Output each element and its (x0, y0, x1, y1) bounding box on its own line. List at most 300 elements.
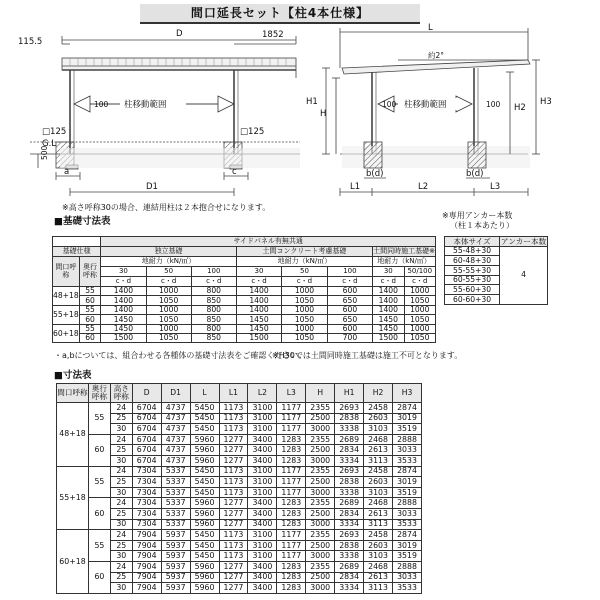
anchor-note-line2: （柱１本あたり） (450, 221, 514, 230)
dim-depth-cell: 55 (88, 466, 110, 498)
dim-value-cell: 3000 (306, 583, 335, 594)
col-depth: 奥行呼称 (79, 257, 101, 287)
foundation-width-cell: 55+18 (53, 305, 80, 324)
dim-value-cell: 6704 (132, 445, 161, 456)
dim-value-cell: 2874 (393, 403, 422, 414)
dim-value-cell: 3100 (248, 403, 277, 414)
dim-value-cell: 1173 (219, 424, 248, 435)
dim-header-cell: H1 (335, 384, 364, 403)
foundation-depth-cell: 60 (79, 315, 101, 324)
dim-value-cell: 3533 (393, 455, 422, 466)
foundation-depth-cell: 55 (79, 305, 101, 314)
dim-value-cell: 2838 (335, 413, 364, 424)
cd-6: c・d (373, 277, 404, 287)
dim-value-cell: 3000 (306, 487, 335, 498)
dim-value-cell: 1177 (277, 466, 306, 477)
dim-value-cell: 24 (110, 561, 132, 572)
dim-value-cell: 3400 (248, 583, 277, 594)
foundation-value-cell: 1050 (404, 333, 435, 342)
type-simultaneous: 土間同時施工基礎※ (373, 247, 435, 255)
dim-value-cell: 3400 (248, 519, 277, 530)
dim-value-cell: 2838 (335, 540, 364, 551)
dim-value-cell: 30 (110, 455, 132, 466)
dim-l-label: L (428, 23, 433, 33)
range-label-front: 柱移動範囲 (124, 100, 167, 110)
dim-value-cell: 2355 (306, 530, 335, 541)
type-concrete: 土間コンクリート考慮基礎 (236, 247, 372, 257)
dim-value-cell: 30 (110, 551, 132, 562)
dim-value-cell: 2458 (364, 530, 393, 541)
dim-value-cell: 2834 (335, 508, 364, 519)
bearing-1: 地耐力（kN/㎡） (101, 257, 236, 267)
post-left-label: □125 (42, 127, 67, 137)
dim-value-cell: 2500 (306, 540, 335, 551)
bv-3: 30 (236, 267, 281, 277)
dim-value-cell: 5337 (161, 508, 190, 519)
dim-value-cell: 2613 (364, 445, 393, 456)
anchor-note-line1: ※専用アンカー本数 (442, 211, 513, 220)
dim-value-cell: 1173 (219, 413, 248, 424)
foundation-value-cell: 600 (327, 305, 372, 314)
dim-value-cell: 5337 (161, 477, 190, 488)
dim-value-cell: 3103 (364, 487, 393, 498)
dim-value-cell: 2355 (306, 434, 335, 445)
dim-115-label: 115.5 (18, 37, 43, 47)
dim-value-cell: 3334 (335, 519, 364, 530)
dim-depth-cell: 60 (88, 434, 110, 466)
foundation-value-cell: 1500 (101, 333, 146, 342)
dim-value-cell: 3338 (335, 487, 364, 498)
cd-2: c・d (191, 277, 236, 287)
dim-value-cell: 2500 (306, 477, 335, 488)
foundation-value-cell: 1000 (404, 305, 435, 314)
dim-value-cell: 2888 (393, 561, 422, 572)
dim-value-cell: 1283 (277, 498, 306, 509)
dim-value-cell: 1277 (219, 583, 248, 594)
dim-value-cell: 24 (110, 403, 132, 414)
dim-value-cell: 6704 (132, 434, 161, 445)
foundation-value-cell: 1400 (373, 287, 404, 296)
dim-value-cell: 3000 (306, 519, 335, 530)
dim-value-cell: 7304 (132, 477, 161, 488)
foundation-value-cell: 1400 (236, 296, 281, 305)
dim-value-cell: 2689 (335, 498, 364, 509)
dim-value-cell: 4737 (161, 445, 190, 456)
dim-value-cell: 6704 (132, 455, 161, 466)
dim-value-cell: 4737 (161, 413, 190, 424)
foundation-value-cell: 600 (327, 287, 372, 296)
dim-value-cell: 3338 (335, 424, 364, 435)
cd-7: c・d (404, 277, 435, 287)
dim-value-cell: 2458 (364, 466, 393, 477)
dimension-row (57, 498, 422, 509)
dim-value-cell: 1173 (219, 551, 248, 562)
foundation-value-cell: 1450 (236, 315, 281, 324)
anchor-size-cell: 60-48+30 (445, 256, 500, 266)
dim-value-cell: 7304 (132, 508, 161, 519)
foundation-value-cell: 1400 (236, 305, 281, 314)
dim-value-cell: 2500 (306, 445, 335, 456)
bv-4: 50 (282, 267, 327, 277)
dim-depth-cell: 55 (88, 530, 110, 562)
dim-value-cell: 5450 (190, 403, 219, 414)
dim-header-cell: H3 (393, 384, 422, 403)
dim-value-cell: 1277 (219, 445, 248, 456)
foundation-value-cell: 1400 (236, 287, 281, 296)
dim-width-cell: 48+18 (57, 403, 89, 467)
dim-value-cell: 2468 (364, 561, 393, 572)
dim-value-cell: 2689 (335, 561, 364, 572)
depth-500-label: 500 (40, 145, 49, 160)
dimension-row (57, 445, 422, 456)
dimension-row (57, 583, 422, 594)
arrow-100-label: 100 (94, 100, 109, 109)
foundation-value-cell: 1050 (282, 296, 327, 305)
dim-value-cell: 5337 (161, 466, 190, 477)
foundation-value-cell: 1500 (236, 333, 281, 342)
dim-value-cell: 3533 (393, 519, 422, 530)
dim-value-cell: 1177 (277, 424, 306, 435)
carport-diagram (0, 22, 600, 200)
dim-value-cell: 24 (110, 466, 132, 477)
anchor-col-size: 本体サイズ (445, 237, 500, 247)
foundation-value-cell: 1000 (404, 324, 435, 333)
cd-4: c・d (282, 277, 327, 287)
dim-value-cell: 1277 (219, 572, 248, 583)
dim-value-cell: 4737 (161, 455, 190, 466)
dim-value-cell: 3000 (306, 424, 335, 435)
dim-value-cell: 1173 (219, 466, 248, 477)
dim-value-cell: 30 (110, 519, 132, 530)
dim-value-cell: 24 (110, 434, 132, 445)
dim-header-cell: H2 (364, 384, 393, 403)
anchor-size-cell: 55-60+30 (445, 285, 500, 295)
dimension-section-title: ■寸法表 (54, 370, 92, 381)
dim-value-cell: 24 (110, 530, 132, 541)
bv-6: 30 (373, 267, 404, 277)
dim-width-cell: 60+18 (57, 530, 89, 594)
foundation-value-cell: 800 (191, 287, 236, 296)
dim-value-cell: 5960 (190, 561, 219, 572)
dimension-row (57, 508, 422, 519)
dim-value-cell: 3519 (393, 424, 422, 435)
dim-value-cell: 1177 (277, 530, 306, 541)
dim-value-cell: 2603 (364, 540, 393, 551)
dim-value-cell: 3103 (364, 424, 393, 435)
foundation-value-cell: 1450 (101, 315, 146, 324)
dim-value-cell: 1283 (277, 508, 306, 519)
foundation-row (53, 305, 436, 314)
foundation-top-header: サイドパネル有無共通 (101, 237, 436, 247)
dim-value-cell: 25 (110, 477, 132, 488)
dim-value-cell: 3103 (364, 551, 393, 562)
dim-value-cell: 30 (110, 583, 132, 594)
dim-value-cell: 30 (110, 424, 132, 435)
foundation-depth-cell: 55 (79, 324, 101, 333)
foundation-depth-cell: 60 (79, 333, 101, 342)
foundation-value-cell: 1000 (282, 287, 327, 296)
dimension-row (57, 403, 422, 414)
dim-value-cell: 3338 (335, 551, 364, 562)
dim-value-cell: 1177 (277, 487, 306, 498)
dim-value-cell: 3533 (393, 583, 422, 594)
anchor-col-count: アンカー本数 (500, 236, 547, 246)
dim-value-cell: 4737 (161, 403, 190, 414)
foundation-value-cell: 1050 (146, 315, 191, 324)
dim-header-cell: L (190, 384, 219, 403)
dim-value-cell: 5450 (190, 466, 219, 477)
dim-header-cell: L3 (277, 384, 306, 403)
dim-h1-label: H1 (306, 97, 318, 107)
dim-value-cell: 2693 (335, 530, 364, 541)
dim-value-cell: 5450 (190, 413, 219, 424)
dim-l2-label: L2 (418, 182, 429, 192)
dim-value-cell: 1283 (277, 583, 306, 594)
dim-value-cell: 3019 (393, 477, 422, 488)
cd-3: c・d (236, 277, 281, 287)
dim-value-cell: 2603 (364, 477, 393, 488)
col-spec: 基礎仕様 (53, 247, 101, 257)
type-independent: 独立基礎 (101, 247, 236, 257)
dim-value-cell: 5937 (161, 530, 190, 541)
dim-value-cell: 2874 (393, 530, 422, 541)
foundation-value-cell: 650 (327, 296, 372, 305)
dim-value-cell: 3113 (364, 583, 393, 594)
foundation-row (53, 287, 436, 296)
dim-value-cell: 1277 (219, 498, 248, 509)
dim-value-cell: 2888 (393, 498, 422, 509)
dim-value-cell: 2834 (335, 572, 364, 583)
foundation-value-cell: 600 (327, 324, 372, 333)
dim-value-cell: 6704 (132, 424, 161, 435)
dim-value-cell: 5937 (161, 561, 190, 572)
foundation-value-cell: 1400 (101, 287, 146, 296)
dim-value-cell: 1283 (277, 455, 306, 466)
dim-value-cell: 1173 (219, 530, 248, 541)
foundation-value-cell: 1400 (101, 296, 146, 305)
dim-value-cell: 1283 (277, 445, 306, 456)
foundation-value-cell: 1400 (101, 305, 146, 314)
dimension-row (57, 530, 422, 541)
dimension-row (57, 455, 422, 466)
dim-value-cell: 3400 (248, 434, 277, 445)
dim-value-cell: 3033 (393, 508, 422, 519)
foundation-value-cell: 1450 (236, 324, 281, 333)
dim-value-cell: 1277 (219, 508, 248, 519)
dim-value-cell: 30 (110, 487, 132, 498)
dim-d1-label: D1 (146, 182, 158, 192)
foundation-value-cell: 1050 (404, 296, 435, 305)
dimension-row (57, 551, 422, 562)
dim-value-cell: 6704 (132, 413, 161, 424)
dim-h-label: H (320, 109, 327, 119)
dim-depth-cell: 55 (88, 403, 110, 435)
dim-value-cell: 7904 (132, 551, 161, 562)
dim-value-cell: 3100 (248, 487, 277, 498)
dim-value-cell: 5450 (190, 530, 219, 541)
foundation-width-cell: 60+18 (53, 324, 80, 343)
dim-value-cell: 3400 (248, 572, 277, 583)
arrow-100-side-right: 100 (486, 100, 501, 109)
dim-value-cell: 1177 (277, 413, 306, 424)
dim-value-cell: 2468 (364, 498, 393, 509)
dimension-row (57, 477, 422, 488)
bv-2: 100 (191, 267, 236, 277)
dim-value-cell: 6704 (132, 403, 161, 414)
dim-value-cell: 3100 (248, 424, 277, 435)
foundation-value-cell: 1500 (373, 333, 404, 342)
anchor-row (445, 246, 548, 256)
foundation-value-cell: 1000 (282, 305, 327, 314)
dim-value-cell: 3334 (335, 455, 364, 466)
dim-value-cell: 3100 (248, 530, 277, 541)
dim-value-cell: 5960 (190, 572, 219, 583)
foundation-value-cell: 1050 (282, 333, 327, 342)
foundation-row (53, 296, 436, 305)
dimension-row (57, 466, 422, 477)
dim-value-cell: 2613 (364, 572, 393, 583)
dim-value-cell: 2355 (306, 466, 335, 477)
dim-value-cell: 25 (110, 572, 132, 583)
dim-value-cell: 2838 (335, 477, 364, 488)
dim-value-cell: 5450 (190, 477, 219, 488)
dim-value-cell: 4737 (161, 424, 190, 435)
dim-value-cell: 1277 (219, 455, 248, 466)
dim-value-cell: 5960 (190, 455, 219, 466)
dimension-row (57, 487, 422, 498)
dim-header-cell: 奥行呼称 (88, 384, 110, 403)
dimension-row (57, 572, 422, 583)
dim-value-cell: 3000 (306, 455, 335, 466)
dim-value-cell: 24 (110, 498, 132, 509)
dim-value-cell: 3400 (248, 455, 277, 466)
bearing-2: 地耐力（kN/㎡） (236, 257, 372, 267)
dim-value-cell: 5937 (161, 583, 190, 594)
dim-value-cell: 3019 (393, 540, 422, 551)
foundation-rows (53, 287, 436, 343)
dim-value-cell: 3100 (248, 477, 277, 488)
dim-value-cell: 2689 (335, 434, 364, 445)
foundation-table (52, 236, 436, 343)
foundation-value-cell: 1050 (146, 296, 191, 305)
dim-value-cell: 3033 (393, 445, 422, 456)
dim-value-cell: 3400 (248, 445, 277, 456)
dim-l3-label: L3 (490, 182, 501, 192)
dim-value-cell: 2355 (306, 403, 335, 414)
dimension-row (57, 434, 422, 445)
cd-5: c・d (327, 277, 372, 287)
cd-0: c・d (101, 277, 146, 287)
dim-value-cell: 3019 (393, 413, 422, 424)
dim-value-cell: 7304 (132, 498, 161, 509)
dim-value-cell: 7904 (132, 561, 161, 572)
dimension-row (57, 540, 422, 551)
foundation-value-cell: 1050 (282, 315, 327, 324)
cd-1: c・d (146, 277, 191, 287)
bearing-3: 地耐力（kN/㎡） (373, 257, 436, 267)
bv-0: 30 (101, 267, 146, 277)
dim-value-cell: 2500 (306, 572, 335, 583)
dim-depth-cell: 60 (88, 498, 110, 530)
dim-header-cell: L1 (219, 384, 248, 403)
foundation-value-cell: 850 (191, 296, 236, 305)
dim-value-cell: 7904 (132, 530, 161, 541)
dim-value-cell: 1177 (277, 540, 306, 551)
anchor-count-cell: 4 (500, 246, 548, 304)
dim-value-cell: 3000 (306, 551, 335, 562)
dim-header-cell: H (306, 384, 335, 403)
dim-value-cell: 7304 (132, 466, 161, 477)
dim-value-cell: 7304 (132, 487, 161, 498)
foundation-width-cell: 48+18 (53, 287, 80, 306)
foundation-value-cell: 1000 (404, 287, 435, 296)
dim-value-cell: 5937 (161, 551, 190, 562)
foundation-value-cell: 1400 (373, 296, 404, 305)
dim-value-cell: 3113 (364, 519, 393, 530)
page-title: 間口延長セット【柱4本仕様】 (140, 4, 420, 24)
dim-header-cell: D (132, 384, 161, 403)
bv-7: 50/100 (404, 267, 435, 277)
dim-header-cell: D1 (161, 384, 190, 403)
dim-header-cell: 高さ呼称 (110, 384, 132, 403)
foundation-value-cell: 1000 (146, 324, 191, 333)
dim-value-cell: 5450 (190, 540, 219, 551)
gl-label: G.L (42, 139, 57, 149)
dim-value-cell: 3100 (248, 540, 277, 551)
dim-value-cell: 5960 (190, 434, 219, 445)
dim-value-cell: 5450 (190, 487, 219, 498)
dim-value-cell: 2468 (364, 434, 393, 445)
dim-c-label: c (232, 167, 237, 177)
foundation-value-cell: 850 (191, 315, 236, 324)
dimension-row (57, 519, 422, 530)
dim-value-cell: 5337 (161, 519, 190, 530)
dim-value-cell: 25 (110, 540, 132, 551)
foundation-value-cell: 1450 (101, 324, 146, 333)
foundation-value-cell: 1050 (146, 333, 191, 342)
dim-value-cell: 2693 (335, 403, 364, 414)
dim-value-cell: 3033 (393, 572, 422, 583)
dim-value-cell: 1173 (219, 403, 248, 414)
dim-value-cell: 1283 (277, 519, 306, 530)
dim-value-cell: 2355 (306, 561, 335, 572)
dim-value-cell: 3519 (393, 487, 422, 498)
foundation-value-cell: 1400 (373, 305, 404, 314)
dim-a-label: a (64, 167, 70, 177)
dim-value-cell: 2458 (364, 403, 393, 414)
dim-value-cell: 1283 (277, 434, 306, 445)
range-label-side: 柱移動範囲 (404, 100, 447, 110)
foundation-value-cell: 1450 (373, 315, 404, 324)
foundation-depth-cell: 55 (79, 287, 101, 296)
bv-1: 50 (146, 267, 191, 277)
dim-value-cell: 1173 (219, 477, 248, 488)
dim-value-cell: 3400 (248, 498, 277, 509)
dim-value-cell: 7904 (132, 583, 161, 594)
dim-value-cell: 1177 (277, 551, 306, 562)
foundation-value-cell: 1050 (404, 315, 435, 324)
dimension-table (56, 383, 422, 594)
foundation-row (53, 315, 436, 324)
dim-value-cell: 2355 (306, 498, 335, 509)
dim-value-cell: 2613 (364, 508, 393, 519)
dimension-row (57, 561, 422, 572)
dim-1852-label: 1852 (262, 30, 284, 40)
dim-value-cell: 3100 (248, 551, 277, 562)
dim-value-cell: 1277 (219, 561, 248, 572)
dim-value-cell: 5960 (190, 498, 219, 509)
dim-value-cell: 2693 (335, 466, 364, 477)
